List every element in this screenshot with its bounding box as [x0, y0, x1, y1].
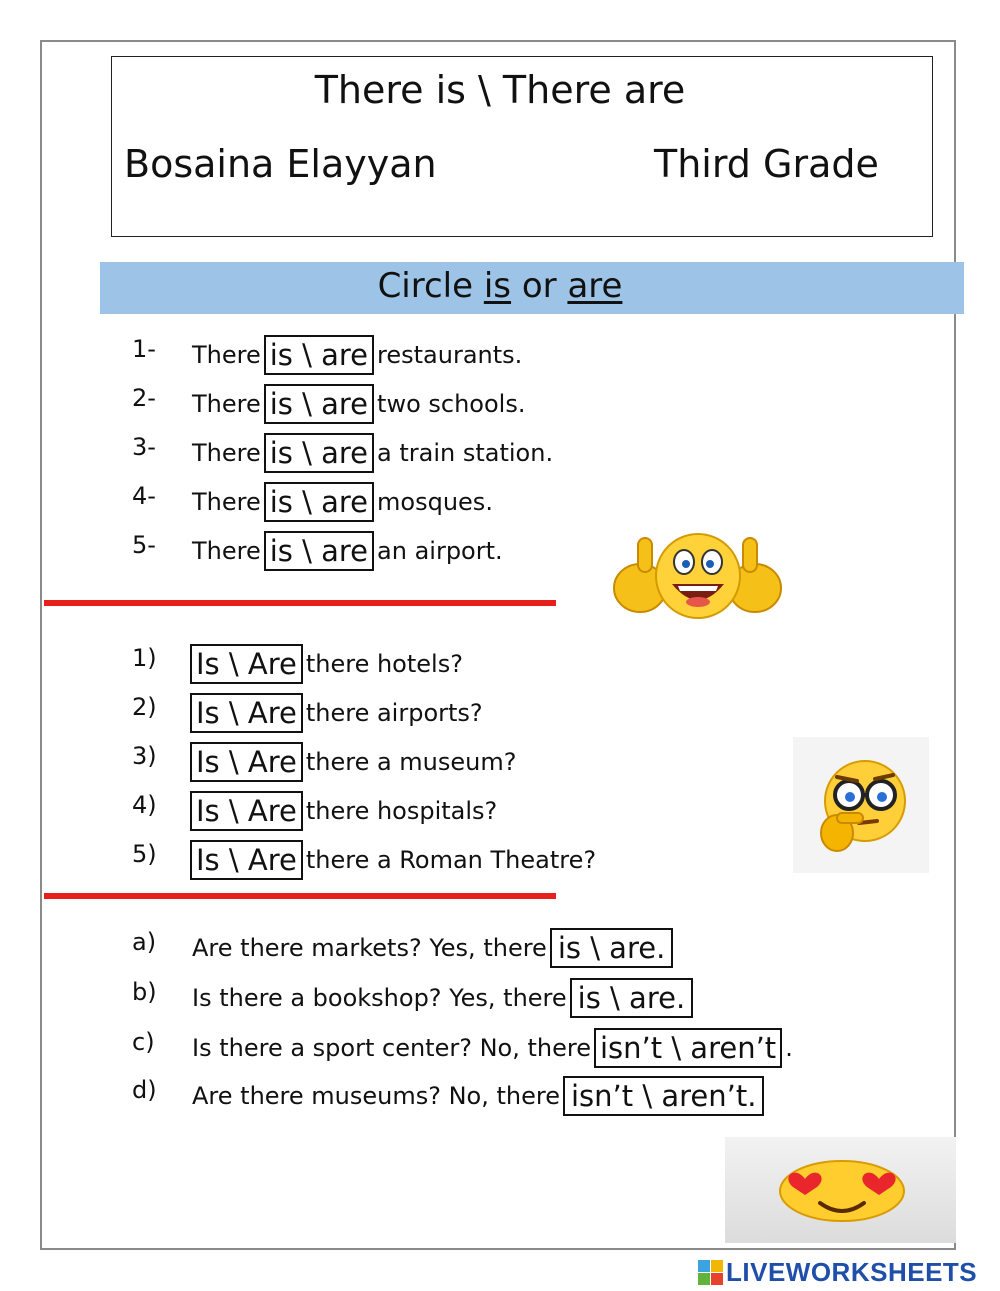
item-number: 4- — [132, 482, 156, 510]
answer-choice-box[interactable]: isn’t \ aren’t. — [563, 1076, 764, 1116]
answer-choice-box[interactable]: is \ are — [264, 482, 374, 522]
teacher-name: Bosaina Elayyan — [124, 142, 437, 186]
instruction-middle: or — [521, 266, 557, 306]
sentence-end: two schools. — [377, 390, 526, 418]
logo-text: LIVEWORKSHEETS — [726, 1257, 978, 1287]
sentence-end: there hotels? — [305, 650, 463, 678]
sentence-start: There — [192, 341, 261, 369]
sentence-end: there airports? — [305, 699, 483, 727]
item-number: 3- — [132, 433, 156, 461]
item-letter: a) — [132, 928, 157, 956]
item-number: 1- — [132, 335, 156, 363]
answer-choice-box[interactable]: Is \ Are — [190, 693, 303, 733]
grade-label: Third Grade — [654, 142, 879, 186]
item-number: 5) — [132, 840, 157, 868]
sentence-end: there hospitals? — [305, 797, 498, 825]
item-number: 5- — [132, 531, 156, 559]
item-number: 3) — [132, 742, 157, 770]
item-number: 1) — [132, 644, 157, 672]
answer-choice-box[interactable]: Is \ Are — [190, 644, 303, 684]
answer-choice-box[interactable]: Is \ Are — [190, 742, 303, 782]
sentence-start: There — [192, 390, 261, 418]
item-number: 2) — [132, 693, 157, 721]
answer-choice-box[interactable]: is \ are. — [550, 928, 674, 968]
sentence-end: a train station. — [377, 439, 554, 467]
item-number: 2- — [132, 384, 156, 412]
answer-choice-box[interactable]: Is \ Are — [190, 791, 303, 831]
instruction-prefix: Circle — [377, 266, 474, 306]
sentence-start: There — [192, 488, 261, 516]
sentence-start: There — [192, 537, 261, 565]
sentence-end: mosques. — [377, 488, 493, 516]
sentence-start: Are there museums? No, there — [192, 1082, 560, 1110]
item-number: 4) — [132, 791, 157, 819]
thinking-emoji-icon — [793, 737, 929, 873]
sentence-end: there a Roman Theatre? — [305, 846, 597, 874]
answer-choice-box[interactable]: is \ are — [264, 433, 374, 473]
instruction-word-are: are — [567, 266, 623, 306]
sentence-start: There — [192, 439, 261, 467]
thumbs-up-emoji-icon — [610, 528, 785, 624]
answer-choice-box[interactable]: is \ are — [264, 531, 374, 571]
answer-choice-box[interactable]: is \ are. — [570, 978, 694, 1018]
sentence-end: an airport. — [377, 537, 503, 565]
sentence-start: Are there markets? Yes, there — [192, 934, 547, 962]
instruction-text — [0, 266, 1000, 306]
item-letter: d) — [132, 1076, 157, 1104]
item-letter: c) — [132, 1028, 155, 1056]
section-divider — [44, 893, 556, 899]
answer-choice-box[interactable]: is \ are — [264, 384, 374, 424]
item-letter: b) — [132, 978, 157, 1006]
sentence-end: . — [785, 1034, 793, 1062]
sentence-start: Is there a sport center? No, there — [192, 1034, 591, 1062]
answer-choice-box[interactable]: isn’t \ aren’t — [594, 1028, 782, 1068]
instruction-word-is: is — [483, 266, 512, 306]
logo-mark-icon — [698, 1260, 723, 1285]
sentence-end: there a museum? — [305, 748, 517, 776]
worksheet-title: There is \ There are — [314, 68, 686, 112]
sentence-start: Is there a bookshop? Yes, there — [192, 984, 567, 1012]
answer-choice-box[interactable]: is \ are — [264, 335, 374, 375]
answer-choice-box[interactable]: Is \ Are — [190, 840, 303, 880]
sentence-end: restaurants. — [377, 341, 523, 369]
heart-eyes-emoji-icon — [725, 1137, 956, 1243]
liveworksheets-logo — [698, 1257, 977, 1288]
section-divider — [44, 600, 556, 606]
